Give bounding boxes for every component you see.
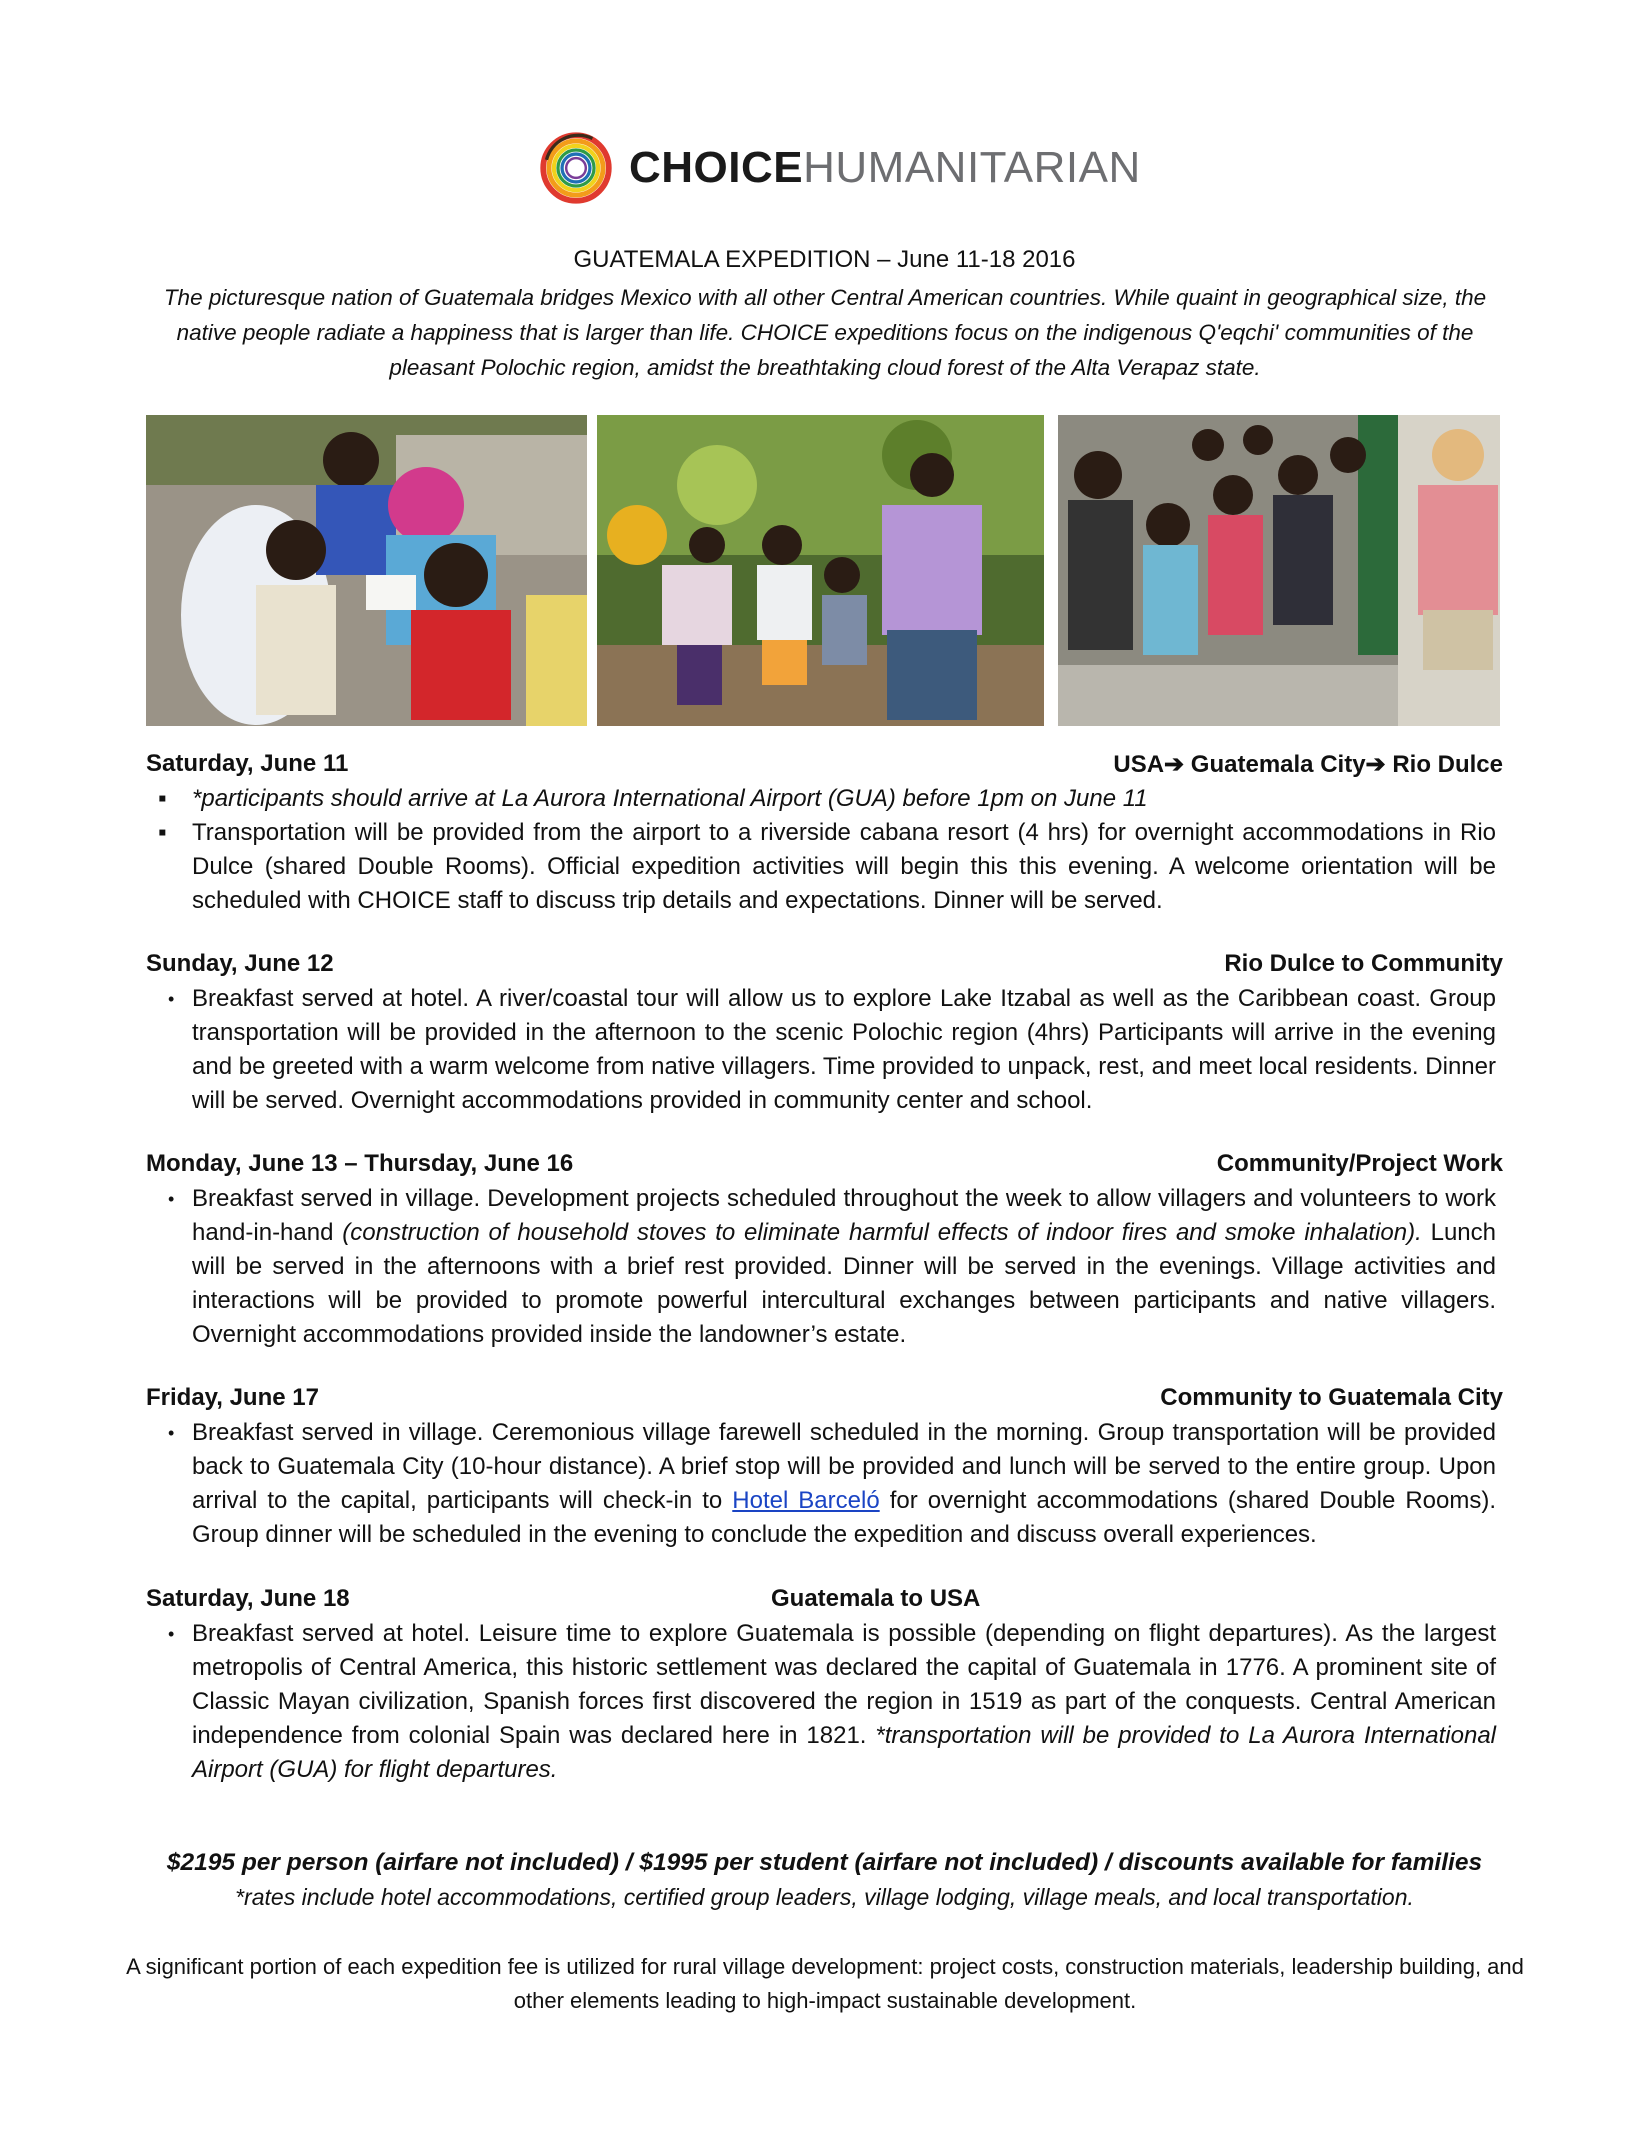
page-title: GUATEMALA EXPEDITION – June 11-18 2016 (573, 246, 1076, 273)
footer-note: A significant portion of each expedition fee is utilized for rural village development: project costs, construction materials, leadership building, and other elements leading to high-impact sustainable development. (126, 1954, 1524, 2013)
rates-note: *rates include hotel accommodations, certified group leaders, village lodging, village meals, and local transportation. (235, 1884, 1414, 1910)
choice-humanitarian-logo (535, 123, 1141, 213)
day-items-june-12 (146, 982, 1496, 1118)
list-item: • Breakfast served at hotel. Leisure time to explore Guatemala is possible (depending on flight departures). As the largest metropolis of Central America, this historic settlement was declared the capital of Guatemala in 1776. A prominent site of Classic Mayan civilization, Spanish forces first discovered the region in 1519 as part of the conquests. Central American independence from colonial Spain was declared here in 1821. *transportation will be provided to La Aurora International Airport (GUA) for flight departures. (146, 1617, 1496, 1787)
bullet-icon: • (168, 1423, 175, 1443)
day-date: Saturday, June 18 (146, 1585, 350, 1612)
day-heading-june-12 (146, 950, 1503, 982)
day-route: Rio Dulce to Community (1224, 950, 1503, 977)
day-heading-june-11 (146, 750, 1503, 782)
logo-word-choice: CHOICE (629, 143, 804, 192)
day-heading-june-13-16 (146, 1150, 1503, 1182)
day-heading-june-17 (146, 1384, 1503, 1416)
day-items-june-17 (146, 1416, 1496, 1552)
day-date: Friday, June 17 (146, 1384, 319, 1411)
bullet-icon: • (168, 1189, 175, 1209)
day-heading-june-18 (146, 1585, 1503, 1617)
bullet-icon: • (168, 989, 175, 1009)
photo-children-group (1058, 415, 1500, 726)
bullet-icon: ▪ (158, 819, 167, 846)
day-route: Community to Guatemala City (1160, 1384, 1503, 1411)
day-items-june-11 (146, 782, 1496, 918)
day-date: Monday, June 13 – Thursday, June 16 (146, 1150, 574, 1177)
day-route: Guatemala to USA (771, 1585, 981, 1612)
photo-children-drawing (146, 415, 587, 726)
list-item: ▪ Transportation will be provided from the airport to a riverside cabana resort (4 hrs) for overnight accommodations in Rio Dulce (shared Double Rooms). Official expedition activities will begin this this evening. A welcome orientation will be scheduled with CHOICE staff to discuss trip details and expectations. Dinner will be served. (146, 816, 1496, 918)
list-item: ▪ *participants should arrive at La Aurora International Airport (GUA) before 1pm on June 11 (146, 782, 1496, 816)
logo-word-humanitarian: HUMANITARIAN (803, 143, 1141, 192)
list-item: • Breakfast served in village. Development projects scheduled throughout the week to allow villagers and volunteers to work hand-in-hand (construction of household stoves to eliminate harmful effects of indoor fires and smoke inhalation). Lunch will be served in the afternoons with a brief rest provided. Dinner will be served in the evenings. Village activities and interactions will be provided to promote powerful intercultural exchanges between participants and native villagers. Overnight accommodations provided inside the landowner’s estate. (146, 1182, 1496, 1352)
list-item: • Breakfast served at hotel. A river/coastal tour will allow us to explore Lake Itzabal as well as the Caribbean coast. Group transportation will be provided in the afternoon to the scenic Polochic region (4hrs) Participants will arrive in the evening and be greeted with a warm welcome from native villagers. Time provided to unpack, rest, and meet local residents. Dinner will be served. Overnight accommodations provided in community center and school. (146, 982, 1496, 1118)
bullet-icon: ▪ (158, 785, 167, 812)
bullet-icon: • (168, 1624, 175, 1644)
logo-rings-icon (535, 127, 617, 209)
pricing-line: $2195 per person (airfare not included) / $1995 per student (airfare not included) / discounts available for families (166, 1849, 1483, 1876)
day-route: USA➔ Guatemala City➔ Rio Dulce (1113, 751, 1503, 778)
day-date: Saturday, June 11 (146, 750, 349, 777)
day-items-june-18 (146, 1617, 1496, 1787)
hotel-barcelo-link[interactable]: Hotel Barceló (732, 1487, 880, 1514)
photo-smiling-family (597, 415, 1044, 726)
intro-paragraph: The picturesque nation of Guatemala bridges Mexico with all other Central American countries. While quaint in geographical size, the native people radiate a happiness that is larger than life. CHOICE expeditions focus on the indigenous Q'eqchi' communities of the pleasant Polochic region, amidst the breathtaking cloud forest of the Alta Verapaz state. (163, 285, 1487, 380)
list-item: • Breakfast served in village. Ceremonious village farewell scheduled in the morning. Group transportation will be provided back to Guatemala City (10-hour distance). A brief stop will be provided and lunch will be served to the entire group. Upon arrival to the capital, participants will check-in to Hotel Barceló for overnight accommodations (shared Double Rooms). Group dinner will be scheduled in the evening to conclude the expedition and discuss overall experiences. (146, 1416, 1496, 1552)
day-items-june-13-16 (146, 1182, 1496, 1352)
day-date: Sunday, June 12 (146, 950, 334, 977)
logo-wordmark (629, 143, 1141, 192)
day-route: Community/Project Work (1216, 1150, 1503, 1177)
